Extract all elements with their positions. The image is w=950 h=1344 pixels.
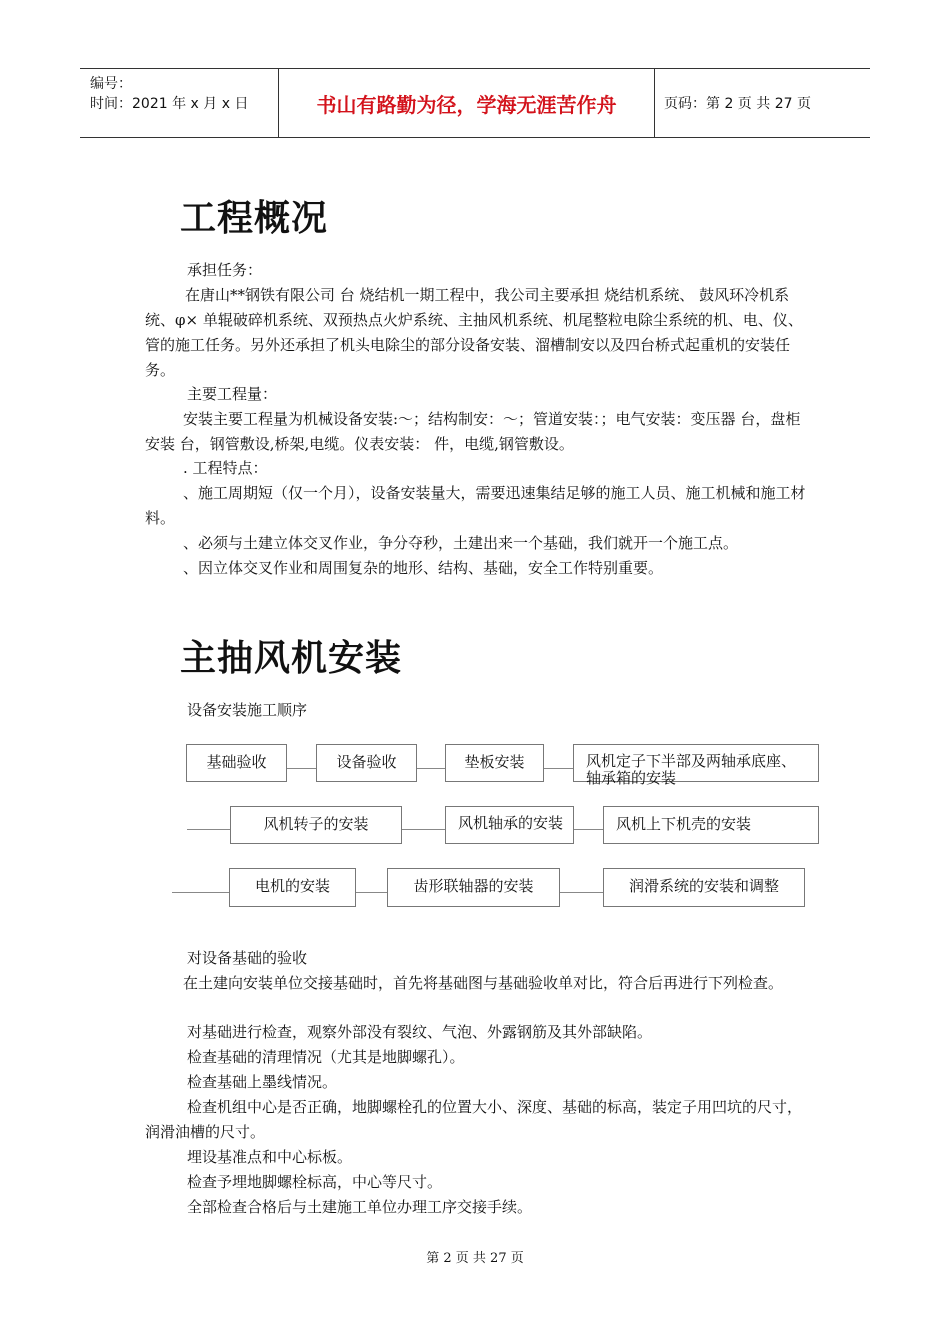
document-header (80, 68, 870, 138)
check-item: 检查机组中心是否正确，地脚螺栓孔的位置大小、深度、基础的标高，装定子用凹坑的尺寸，润滑油槽的尺寸。 (145, 1098, 803, 1141)
flow-step-bearing-installation: 风机轴承的安装 (445, 806, 574, 844)
acceptance-label: 对设备基础的验收 (187, 949, 308, 967)
check-item: 埋设基准点和中心标板。 (187, 1148, 353, 1166)
flow-connector (402, 829, 445, 830)
feature-item: 、因立体交叉作业和周围复杂的地形、结构、基础，安全工作特别重要。 (183, 559, 664, 577)
task-label: 承担任务： (187, 261, 263, 279)
time-label: 时间：2021 年 x 月 x 日 (90, 96, 249, 112)
flow-connector (187, 829, 230, 830)
flow-connector (356, 892, 387, 893)
page-footer: 第 2 页 共 27 页 (426, 1251, 524, 1266)
header-info-cell (80, 69, 279, 137)
task-text: 在唐山**钢铁有限公司 台 烧结机一期工程中，我公司主要承担 烧结机系统、 鼓风环冷机系统、φ× 单辊破碎机系统、双预热点火炉系统、主抽风机系统、机尾整粒电除尘系统的机、电、仪、管的施工任务。另外还承担了机头电除尘的部分设备安装、溜槽制安以及四台桥式起重机的安装任务。 (145, 286, 803, 379)
flow-step-coupling-installation: 齿形联轴器的安装 (387, 868, 560, 907)
quantity-text: 安装主要工程量为机械设备安装:～；结构制安：～；管道安装：；电气安装：变压器 台，盘柜安装 台，钢管敷设,桥架,电缆。仪表安装： 件，电缆,钢管敷设。 (145, 410, 801, 453)
number-label: 编号： (90, 76, 132, 92)
page-info: 页码：第 2 页 共 27 页 (664, 96, 811, 112)
flow-step-rotor-installation: 风机转子的安装 (230, 806, 402, 844)
acceptance-intro: 在土建向安装单位交接基础时，首先将基础图与基础验收单对比，符合后再进行下列检查。 (183, 974, 784, 992)
section-title-overview: 工程概况 (180, 198, 329, 239)
flow-step-equipment-acceptance: 设备验收 (316, 744, 417, 782)
quantity-label: 主要工程量： (187, 385, 278, 403)
flow-step-lubrication-installation: 润滑系统的安装和调整 (603, 868, 805, 907)
flow-connector (560, 892, 603, 893)
flow-connector (417, 768, 445, 769)
flow-connector (172, 892, 229, 893)
check-item: 全部检查合格后与土建施工单位办理工序交接手续。 (187, 1198, 533, 1216)
check-item: 对基础进行检查，观察外部没有裂纹、气泡、外露钢筋及其外部缺陷。 (187, 1023, 653, 1041)
flow-connector (287, 768, 316, 769)
flow-step-foundation-acceptance: 基础验收 (186, 744, 287, 782)
flow-step-motor-installation: 电机的安装 (229, 868, 356, 907)
features-label: . 工程特点： (183, 459, 268, 477)
flow-step-stator-bearing-installation: 风机定子下半部及两轴承底座、轴承箱的安装 (573, 744, 819, 782)
check-item: 检查予埋地脚螺栓标高，中心等尺寸。 (187, 1173, 443, 1191)
feature-item: 、必须与土建立体交叉作业，争分夺秒，土建出来一个基础，我们就开一个施工点。 (183, 534, 739, 552)
sequence-label: 设备安装施工顺序 (187, 701, 308, 719)
feature-item: 、施工周期短（仅一个月），设备安装量大，需要迅速集结足够的施工人员、施工机械和施工材料。 (145, 484, 806, 527)
motto: 书山有路勤为径，学海无涯苦作舟 (279, 69, 655, 137)
flow-connector (544, 768, 573, 769)
flow-connector (574, 829, 603, 830)
flow-step-shim-installation: 垫板安装 (445, 744, 544, 782)
flow-step-casing-installation: 风机上下机壳的安装 (603, 806, 819, 844)
check-item: 检查基础上墨线情况。 (187, 1073, 338, 1091)
section-title-fan-installation: 主抽风机安装 (180, 638, 403, 679)
check-item: 检查基础的清理情况（尤其是地脚螺孔）。 (187, 1048, 465, 1066)
